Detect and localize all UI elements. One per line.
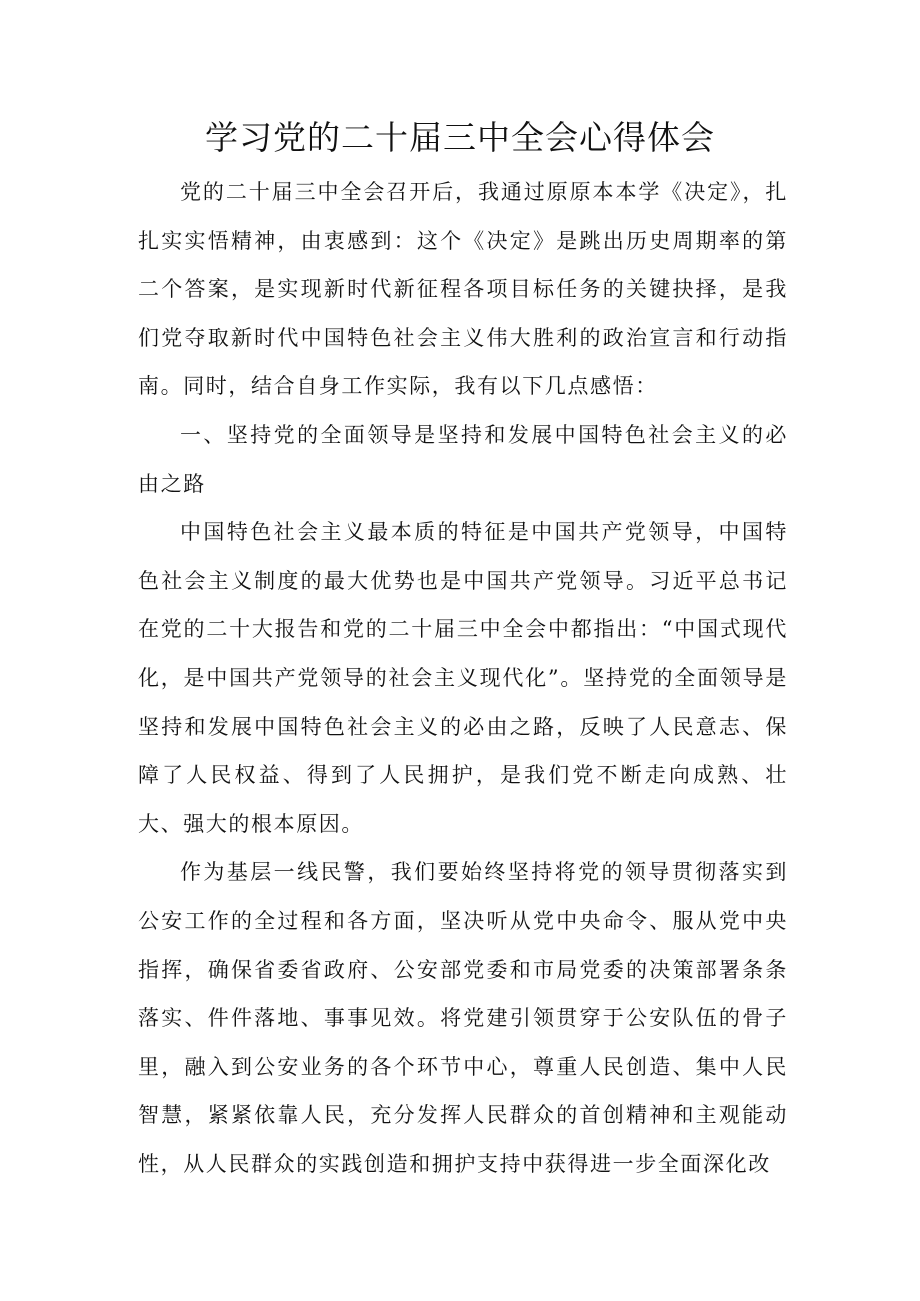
paragraph-leadership: 中国特色社会主义最本质的特征是中国共产党领导，中国特色社会主义制度的最大优势也是中国共产党领导。习近平总书记在党的二十大报告和党的二十届三中全会中都指出：“中国式现代化，是中国共产党领导的社会主义现代化”。坚持党的全面领导是坚持和发展中国特色社会主义的必由之路，反映了人民意志、保障了人民权益、得到了人民拥护，是我们党不断走向成熟、壮大、强大的根本原因。 xyxy=(138,520,788,836)
document-title: 学习党的二十届三中全会心得体会 xyxy=(205,118,715,157)
paragraph-police-work: 作为基层一线民警，我们要始终坚持将党的领导贯彻落实到公安工作的全过程和各方面，坚决听从党中央命令、服从党中央指挥，确保省委省政府、公安部党委和市局党委的决策部署条条落实、件件落地、事事见效。将党建引领贯穿于公安队伍的骨子里，融入到公安业务的各个环节中心，尊重人民创造、集中人民智慧，紧紧依靠人民，充分发挥人民群众的首创精神和主观能动性，从人民群众的实践创造和拥护支持中获得进一步全面深化改 xyxy=(138,860,788,1176)
document-body xyxy=(138,168,788,1188)
section-heading-1: 一、坚持党的全面领导是坚持和发展中国特色社会主义的必由之路 xyxy=(138,422,788,496)
paragraph-intro: 党的二十届三中全会召开后，我通过原原本本学《决定》，扎扎实实悟精神，由衷感到：这个《决定》是跳出历史周期率的第二个答案，是实现新时代新征程各项目标任务的关键抉择，是我们党夺取新时代中国特色社会主义伟大胜利的政治宣言和行动指南。同时，结合自身工作实际，我有以下几点感悟： xyxy=(138,180,788,399)
